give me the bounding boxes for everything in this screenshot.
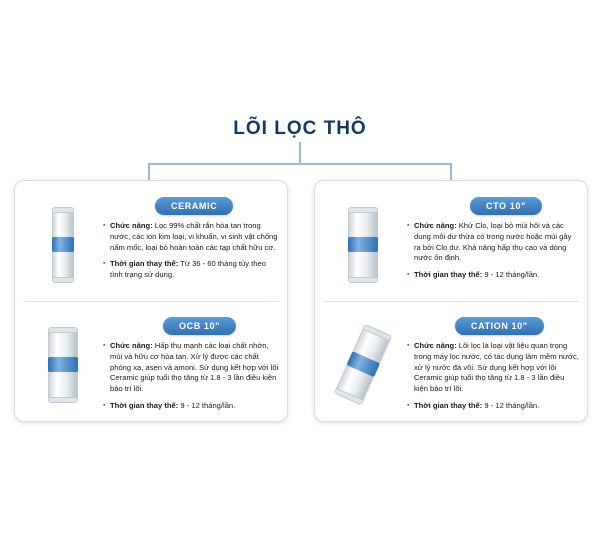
label-function: Chức năng: xyxy=(414,341,457,350)
text-replacement: 9 - 12 tháng/lần. xyxy=(178,400,236,410)
text-function: Hấp thụ mạnh các loại chất nhờn, mùi và hữu cơ hòa tan. Xử lý được các chất phóng xạ, asen và amoni. Sử dụng kết hợp với lõi Ceramic giúp tuổi thọ tăng từ 1.8 - 3 lần điều kiện bảo trì lõi. xyxy=(110,341,279,394)
filter-cartridge-ocb-icon xyxy=(41,327,87,403)
badge-ceramic: CERAMIC xyxy=(155,197,233,215)
card-cation xyxy=(315,301,587,421)
filter-cartridge-cto-icon xyxy=(341,207,387,283)
label-function: Chức năng: xyxy=(414,221,457,230)
connector-vertical-right xyxy=(450,163,452,181)
label-replacement: Thời gian thay thế: xyxy=(110,400,179,410)
text-function: Lọc 99% chất rắn hòa tan trong nước, các ion kim loại, vi khuẩn, vi sinh vật chống nấm mốc, loại bỏ hoàn toàn các tạp chất hữu cơ. xyxy=(110,221,278,252)
badge-cation: CATION 10" xyxy=(455,317,544,335)
text-function: Khử Clo, loại bỏ mùi hôi và các dung môi dư thừa có trong nước hoặc mùi gây ra bởi Clo dư. Khả năng hấp thụ cao và dòng nước ổn định. xyxy=(414,221,572,263)
panel-left xyxy=(14,180,288,422)
label-replacement: Thời gian thay thế: xyxy=(110,259,179,269)
card-ceramic xyxy=(15,181,287,301)
label-function: Chức năng: xyxy=(110,221,153,230)
panel-right xyxy=(314,180,588,422)
text-function: Lõi lọc là loại vật liệu quan trọng trong máy lọc nước, có tác dụng làm mềm nước, xử lý nước đá vôi. Sử dụng kết hợp với lõi Ceramic giúp tuổi thọ tăng từ 1.8 - 3 lần điều kiện bảo trì lõi. xyxy=(414,341,579,394)
connector-vertical-left xyxy=(148,163,150,181)
connector-vertical-main xyxy=(299,142,301,164)
description-ocb xyxy=(103,341,279,418)
description-cto xyxy=(407,221,579,287)
text-replacement: 9 - 12 tháng/lần. xyxy=(482,270,540,280)
card-ocb xyxy=(15,301,287,421)
badge-cto: CTO 10" xyxy=(470,197,542,215)
label-replacement: Thời gian thay thế: xyxy=(414,400,483,410)
description-cation xyxy=(407,341,579,418)
text-replacement: 9 - 12 tháng/lần. xyxy=(482,400,540,410)
text-replacement: Từ 36 - 60 tháng tùy theo tình trạng sử dụng. xyxy=(110,259,266,280)
connector-horizontal xyxy=(148,163,452,165)
badge-ocb: OCB 10" xyxy=(163,317,236,335)
filter-cartridge-ceramic-icon xyxy=(41,207,87,283)
label-replacement: Thời gian thay thế: xyxy=(414,270,483,280)
card-cto xyxy=(315,181,587,301)
filter-cartridge-cation-icon xyxy=(328,321,401,409)
description-ceramic xyxy=(103,221,279,287)
page-title: LÕI LỌC THÔ xyxy=(233,118,367,139)
label-function: Chức năng: xyxy=(110,341,153,350)
